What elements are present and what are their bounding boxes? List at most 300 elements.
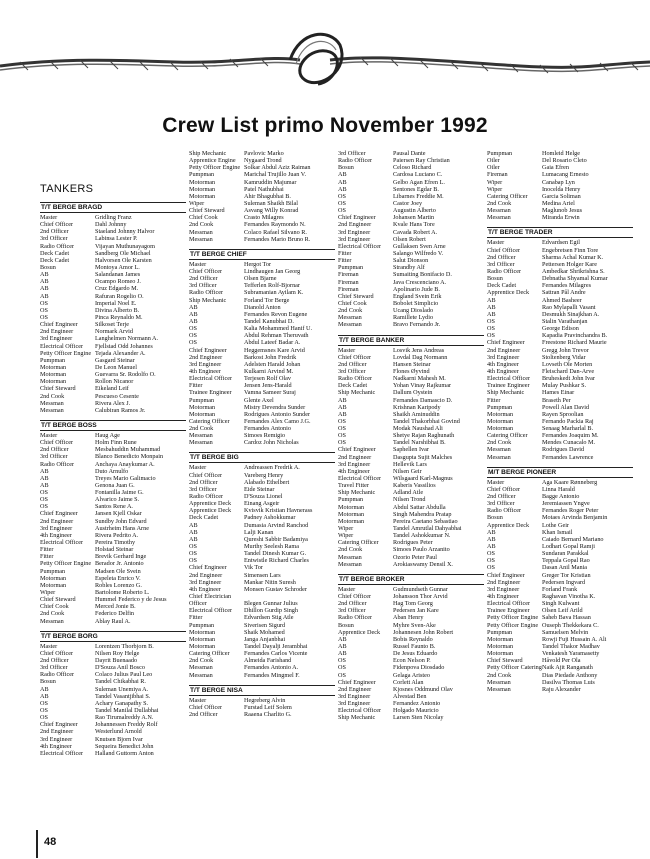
crew-row (40, 407, 186, 414)
crew-name: Ambedkar Shrikrishna S. (542, 267, 605, 275)
crew-rank: OS (338, 439, 346, 447)
crew-name: Ramillete Lydio (393, 314, 434, 322)
crew-rank: Electrical Officer (40, 749, 83, 757)
crew-rank: AB (338, 410, 347, 418)
crew-name: Salandanan James (95, 271, 141, 279)
crew-row (338, 179, 484, 186)
crew-row (40, 582, 186, 589)
crew-name: Yohan Vinay Rajkumar (393, 382, 452, 390)
crew-name: Tandel Thakorbhai Govind (393, 417, 460, 425)
crew-rank: Petty Officer Catering (487, 664, 542, 672)
crew-rank: Pumpman (487, 403, 513, 411)
crew-row (338, 354, 484, 361)
crew-rank: OS (338, 425, 346, 433)
crew-rank: 2nd Engineer (487, 346, 521, 354)
crew-name: Tejada Alexander A. (95, 349, 146, 357)
crew-name: Barkost John Fredrik (244, 353, 297, 361)
crew-rank: Messman (338, 321, 362, 329)
crew-name: Sattran Pål Andre (542, 289, 586, 297)
crew-row (40, 693, 186, 700)
crew-rank: Ship Mechanic (338, 489, 376, 497)
crew-rank: Chief Engineer (40, 321, 78, 329)
crew-rank: 4th Engineer (487, 593, 519, 601)
crew-name: Mankar Nitin Suresh (244, 578, 296, 586)
crew-name: Sandberg Ole Michael (95, 249, 151, 257)
crew-row (487, 361, 633, 368)
crew-name: Calubiran Ramos Jr. (95, 406, 146, 414)
crew-name: Abdul Rehman Theruvath (244, 332, 309, 340)
crew-name: Del Rosario Cleto (542, 157, 587, 165)
crew-name: D'Souza Lionel (244, 493, 283, 501)
crew-rank: Trainee Engineer (487, 382, 530, 390)
crew-row (338, 279, 484, 286)
crew-row (338, 397, 484, 404)
crew-row (487, 347, 633, 354)
crew-row (40, 707, 186, 714)
crew-row (189, 593, 335, 600)
crew-rank: Wiper (189, 199, 205, 207)
crew-row (487, 593, 633, 600)
crew-rank: Messman (189, 228, 213, 236)
crew-rank: Wiper (338, 525, 354, 533)
crew-row (40, 378, 186, 385)
crew-row (487, 282, 633, 289)
crew-rank: Chief Engineer (40, 721, 78, 729)
crew-name: Losvik Jens Andreas (393, 346, 445, 354)
crew-rank: AB (338, 171, 347, 179)
crew-rank: Motorman (189, 643, 216, 650)
crew-name: Einang Asgeir (244, 500, 280, 508)
crew-rank: 2nd Engineer (338, 221, 372, 229)
crew-name: Fidenpova Diosdado (393, 664, 445, 672)
crew-name: Westerlund Arnold (95, 728, 142, 736)
crew-row (487, 479, 633, 486)
crew-rank: Fireman (487, 171, 508, 179)
crew-row (487, 275, 633, 282)
crew-name: Glente Axel (244, 396, 274, 404)
crew-rank: Motorman (338, 517, 365, 525)
crew-rank: Electrical Officer (40, 342, 83, 350)
crew-rank: OS (189, 325, 197, 333)
crew-row (189, 347, 335, 354)
crew-rank: Deck Cadet (338, 382, 368, 390)
crew-name: Brevik Gerhard Inge (95, 553, 147, 561)
crew-row (487, 200, 633, 207)
crew-row (40, 350, 186, 357)
crew-row (189, 261, 335, 268)
ship-title: T/T BERGE BANKER (338, 335, 484, 346)
crew-name: Khan Ismail (542, 528, 573, 536)
crew-row (338, 375, 484, 382)
crew-rank: Messman (40, 406, 64, 414)
crew-row (40, 518, 186, 525)
crew-row (338, 686, 484, 693)
crew-name: Almeida Farishand (244, 657, 292, 665)
crew-name: Kalia Mohammed Hanif U. (244, 325, 313, 333)
crew-rank: Messman (189, 432, 213, 440)
crew-rank: Radio Officer (338, 157, 373, 165)
crew-name: Ouseph Thekkekara C. (542, 621, 599, 629)
crew-row (189, 536, 335, 543)
crew-row (487, 493, 633, 500)
crew-row (487, 214, 633, 221)
crew-row (189, 432, 335, 439)
crew-name: Ocampo Romeo J. (95, 278, 141, 286)
crew-name: Treyes Mario Galimacio (95, 474, 156, 482)
crew-row (338, 657, 484, 664)
crew-name: Rodrigues Peter (393, 539, 433, 547)
crew-row (338, 475, 484, 482)
crew-row (189, 439, 335, 446)
crew-name: Nadkarni Mahesh M. (393, 375, 446, 383)
crew-rank: Motorman (338, 503, 365, 511)
crew-row (487, 536, 633, 543)
crew-rank: Radio Officer (189, 493, 224, 501)
crew-row (40, 357, 186, 364)
crew-rank: Motorman (40, 581, 67, 589)
crew-row (338, 707, 484, 714)
crew-rank: Pumpman (487, 628, 513, 636)
crew-rank: Apprentice Deck (189, 507, 232, 515)
crew-row (487, 557, 633, 564)
crew-row (487, 254, 633, 261)
crew-name: Pavlovic Marko (244, 150, 284, 157)
crew-rank: Ship Mechanic (189, 150, 227, 157)
crew-row (487, 454, 633, 461)
crew-name: Ablay Raul A. (95, 617, 131, 625)
crew-row (40, 700, 186, 707)
crew-row (487, 382, 633, 389)
crew-row (189, 643, 335, 650)
crew-rank: Messman (487, 207, 511, 215)
crew-rank: Wiper (338, 532, 354, 540)
crew-row (338, 629, 484, 636)
crew-row (338, 293, 484, 300)
crew-rank: Radio Officer (487, 267, 522, 275)
crew-row (40, 432, 186, 439)
crew-rank: Master (487, 239, 505, 247)
crew-name: Håvold Per Ola (542, 657, 581, 665)
crew-row (338, 586, 484, 593)
crew-row (338, 614, 484, 621)
crew-name: Dayrit Buenaado (95, 657, 138, 665)
crew-row (40, 400, 186, 407)
crew-row (189, 332, 335, 339)
crew-row (487, 289, 633, 296)
crew-name: Sharma Achal Kumar K. (542, 253, 604, 261)
crew-name: Tandel Ashokkumar N. (393, 532, 451, 540)
crew-row (487, 636, 633, 643)
crew-row (338, 446, 484, 453)
crew-name: Abdul Lateef Badar A. (244, 339, 301, 347)
crew-row (487, 318, 633, 325)
crew-row (487, 397, 633, 404)
crew-rank: Petty Officer Engine (40, 560, 92, 568)
crew-row (40, 321, 186, 328)
crew-row (487, 404, 633, 411)
crew-name: Mesbahuddin Muhammad (95, 446, 161, 454)
crew-row (189, 186, 335, 193)
crew-name: Nilsen Geir (393, 467, 422, 475)
crew-row (40, 278, 186, 285)
crew-name: Fernando Packia Raj (542, 417, 594, 425)
crew-name: Fernandes Lawrence (542, 453, 594, 461)
crew-name: Halland Guttorm Anton (95, 749, 154, 757)
crew-rank: OS (40, 503, 48, 511)
crew-row (189, 268, 335, 275)
crew-name: Padney Ashokkumar (244, 514, 296, 522)
crew-row (189, 514, 335, 521)
crew-name: Holstad Steinar (95, 546, 134, 554)
ship-title: M/T BERGE PIONEER (487, 467, 633, 478)
crew-name: Monsen Gustav Schroder (244, 585, 307, 593)
crew-name: Solkar Abdul Aziz Raiman (244, 164, 311, 172)
ship-title: T/T BERGE BIG (189, 452, 335, 463)
crew-row (487, 418, 633, 425)
crew-row (40, 678, 186, 685)
crew-rank: Oiler (487, 164, 500, 172)
crew-name: Vamna Sameer Suraj (244, 389, 296, 397)
crew-row (189, 600, 335, 607)
crew-row (487, 507, 633, 514)
crew-rank: 2nd Engineer (40, 728, 74, 736)
crew-row (338, 511, 484, 518)
crew-row (189, 704, 335, 711)
crew-rank: Petty Officer Engine (40, 349, 92, 357)
crew-row (40, 335, 186, 342)
crew-row (487, 650, 633, 657)
crew-rank: Radio Officer (40, 242, 75, 250)
crew-row (189, 607, 335, 614)
crew-row (487, 332, 633, 339)
crew-row (189, 193, 335, 200)
crew-name: Freestone Richard Maurie (542, 339, 607, 347)
crew-name: Cardosa Luciano C. (393, 171, 443, 179)
crew-name: Miranda Erwin (542, 214, 580, 222)
crew-rank: Electrical Officer (487, 600, 530, 608)
crew-row (338, 600, 484, 607)
crew-name: Bravo Fernando Jr. (393, 321, 441, 329)
crew-name: Castor Joey (393, 199, 423, 207)
crew-name: Forland Tor Berge (244, 296, 290, 304)
crew-rank: OS (40, 714, 48, 722)
crew-row (40, 686, 186, 693)
crew-name: Bartolome Roberto L. (95, 589, 150, 597)
crew-row (189, 289, 335, 296)
crew-rank: Messman (487, 678, 511, 686)
crew-name: Langhelmen Normann A. (95, 335, 159, 343)
crew-rank: OS (40, 489, 48, 497)
crew-rank: Motorman (40, 574, 67, 582)
crew-name: Gelbo Agan Efren L. (393, 178, 445, 186)
crew-name: Bruheskedt John Ivar (542, 375, 595, 383)
crew-name: Stalin Varathanjan (542, 317, 588, 325)
crew-name: Silkoset Terje (95, 321, 129, 329)
crew-row (189, 282, 335, 289)
crew-rank: Chief Officer (487, 485, 521, 493)
crew-row (487, 297, 633, 304)
crew-row (189, 472, 335, 479)
crew-name: Aban Henry (393, 614, 424, 622)
crew-name: Greger Tor Kristian (542, 571, 591, 579)
crew-row (189, 411, 335, 418)
crew-rank: OS (189, 339, 197, 347)
crew-name: Desmukh Sinajkhan A. (542, 310, 600, 318)
crew-row (338, 221, 484, 228)
crew-row (487, 375, 633, 382)
crew-name: Wilsgaard Karl-Magnus (393, 475, 453, 483)
crew-rank: 3rd Engineer (338, 228, 371, 236)
crew-name: Simoes Paulo Arzanito (393, 546, 450, 554)
crew-row (189, 650, 335, 657)
crew-name: Alvestad Ben (393, 692, 427, 700)
crew-rank: 3rd Officer (487, 260, 515, 268)
crew-rank: Radio Officer (338, 375, 373, 383)
crew-rank: Chief Steward (40, 385, 76, 393)
crew-rank: Deck Cadet (189, 514, 219, 522)
crew-rank: OS (338, 207, 346, 215)
crew-row (338, 664, 484, 671)
crew-name: Shaik Mohamed (244, 628, 285, 636)
ship-block (338, 335, 484, 568)
crew-row (338, 200, 484, 207)
crew-rank: Master (189, 464, 207, 472)
crew-name: Salango Wilfredo V. (393, 249, 444, 257)
crew-row (189, 311, 335, 318)
crew-rank: 2nd Officer (338, 600, 367, 608)
crew-name: Holgado Mauricio (393, 707, 439, 715)
crew-rank: Ship Mechanic (487, 389, 525, 397)
crew-name: Tandel Thakor Madhav (542, 643, 600, 650)
crew-rank: AB (40, 685, 49, 693)
crew-rank: AB (40, 692, 49, 700)
crew-row (338, 368, 484, 375)
crew-name: Qureshi Sabbir Badamiya (244, 535, 308, 543)
crew-name: Pinca Reynaldo M. (95, 313, 143, 321)
crew-name: Fernandes Raymondo N. (244, 221, 306, 229)
crew-name: Tandel Chikabhai R. (95, 678, 146, 686)
crew-row (189, 318, 335, 325)
crew-row (40, 721, 186, 728)
crew-row (40, 503, 186, 510)
crew-rank: AB (40, 278, 49, 286)
crew-row (40, 728, 186, 735)
crew-row (40, 250, 186, 257)
crew-name: Kaberis Vassilios (393, 482, 436, 490)
crew-rank: 4th Engineer (189, 585, 221, 593)
crew-name: Myhre Sven-Ake (393, 621, 436, 629)
ship-block (189, 685, 335, 718)
crew-row (338, 314, 484, 321)
crew-rank: AB (189, 528, 198, 536)
crew-rank: Catering Officer (487, 192, 528, 200)
crew-row (40, 643, 186, 650)
crew-name: Rollon Nicanor (95, 378, 134, 386)
crew-rank: OS (40, 699, 48, 707)
crew-name: Hegreberg Alvin (244, 696, 286, 704)
crew-rank: Deck Cadet (40, 256, 70, 264)
crew-name: Normark Arvid (95, 328, 133, 336)
crew-row (338, 271, 484, 278)
crew-row (40, 714, 186, 721)
crew-name: Dallum Oystein (393, 389, 433, 397)
crew-row (40, 560, 186, 567)
crew-row (40, 496, 186, 503)
crew-rank: AB (338, 178, 347, 186)
crew-rank: 2nd Engineer (338, 453, 372, 461)
crew-rank: AB (40, 285, 49, 293)
crew-row (338, 264, 484, 271)
crew-row (40, 568, 186, 575)
crew-name: Duto Arnulfo (95, 467, 129, 475)
crew-rank: Travel Fitter (338, 482, 369, 490)
crew-rank: Chief Steward (40, 596, 76, 604)
crew-row (487, 622, 633, 629)
crew-name: Fernandes Damascio D. (393, 396, 453, 404)
crew-name: Andreassen Fredrik A. (244, 464, 300, 472)
crew-row (338, 157, 484, 164)
crew-rank: Officer (189, 600, 207, 608)
crew-row (189, 361, 335, 368)
crew-rank: Motorman (487, 643, 514, 650)
crew-rank: OS (40, 306, 48, 314)
crew-name: Haug Age (95, 431, 120, 439)
crew-row (189, 404, 335, 411)
crew-name: Medina Ariel (542, 199, 575, 207)
crew-name: Gudmundseth Gunnar (393, 585, 448, 593)
crew-rank: OS (487, 564, 495, 572)
crew-rank: Motorman (487, 410, 514, 418)
crew-name: Tandel Amrutlal Dahyabhai (393, 525, 462, 533)
crew-name: Fontanilla Jaime G. (95, 489, 144, 497)
crew-row (487, 207, 633, 214)
crew-rank: OS (189, 550, 197, 558)
crew-row (189, 397, 335, 404)
crew-row (189, 304, 335, 311)
crew-row (40, 539, 186, 546)
crew-row (40, 589, 186, 596)
crew-rank: Chief Engineer (338, 214, 376, 222)
crew-row (189, 572, 335, 579)
crew-rank: Chief Engineer (189, 346, 227, 354)
crew-rank: Messman (338, 314, 362, 322)
crew-name: Eikeland Leif (95, 385, 129, 393)
crew-name: Garcia Soliman (542, 192, 581, 200)
crew-row (189, 214, 335, 221)
crew-rank: Messman (40, 399, 64, 407)
crew-name: Motaes Arvinda Benjamin (542, 514, 608, 522)
crew-name: Fjellstad Odd Johannes (95, 342, 153, 350)
crew-name: Rayen Sproolian (542, 410, 584, 418)
crew-rank: Deck Cadet (40, 249, 70, 257)
crew-rank: Motorman (189, 410, 216, 418)
crew-name: Rivera Alex J. (95, 399, 131, 407)
crew-name: Staeland Johnny Halvor (95, 228, 155, 236)
rope-header-illustration (0, 0, 650, 110)
crew-row (338, 164, 484, 171)
crew-name: Fernandes Carlos Vicente (244, 650, 308, 658)
crew-name: Venkatesh Yaramasetty (542, 650, 600, 658)
crew-rank: AB (338, 403, 347, 411)
crew-rank: 2nd Officer (40, 657, 69, 665)
crew-row (338, 207, 484, 214)
crew-row (338, 411, 484, 418)
crew-row (40, 285, 186, 292)
crew-row (40, 532, 186, 539)
crew-row (487, 368, 633, 375)
crew-name: Lumacang Ernesto (542, 171, 589, 179)
crew-name: Strandby Alf (393, 264, 425, 272)
